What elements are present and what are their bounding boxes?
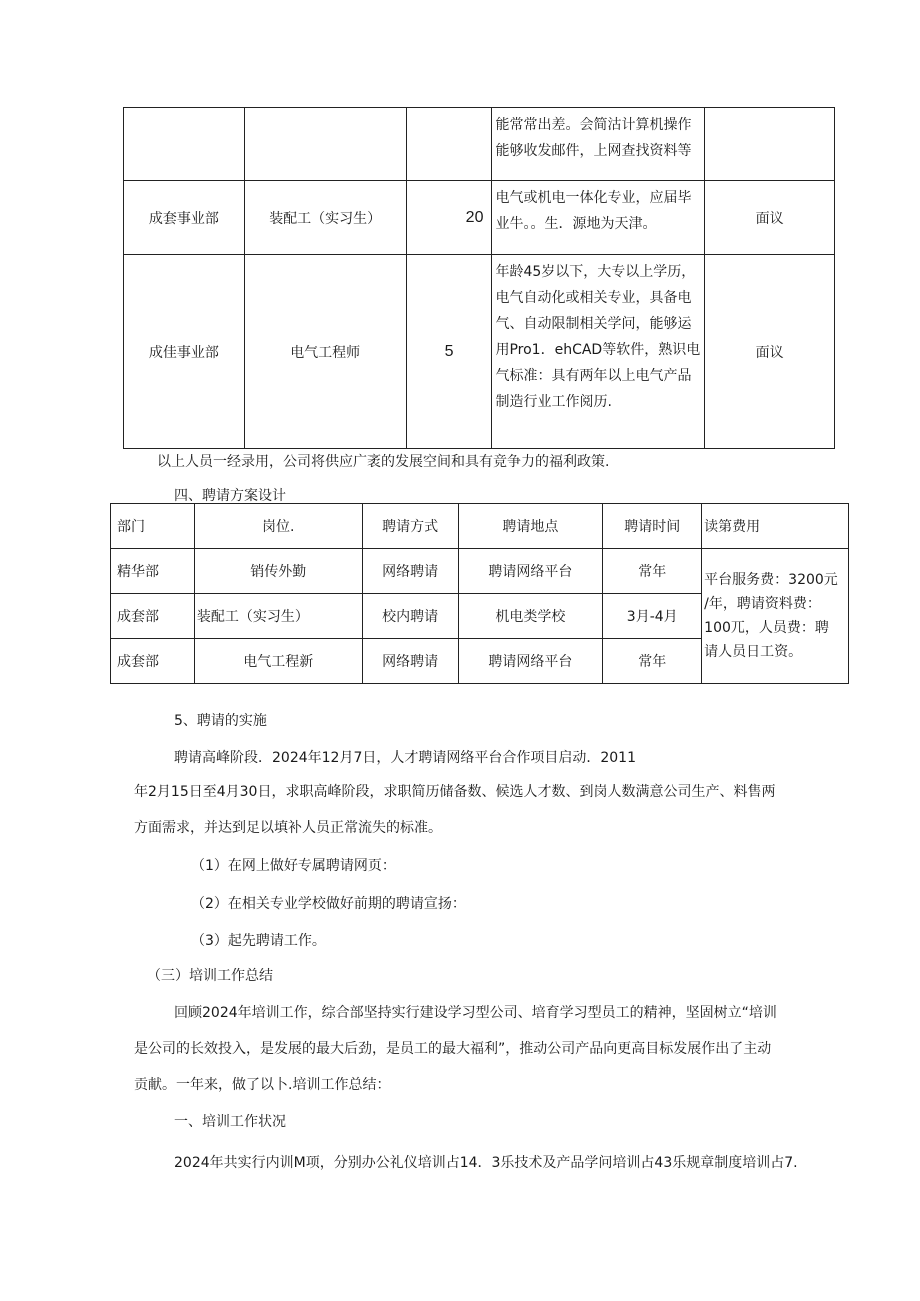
requirements-cell (492, 181, 705, 255)
list-item: （1）在网上做好专属聘请网页： (191, 858, 396, 874)
body-text: 贡献。一年来，做了以卜.培训工作总结： (134, 1077, 391, 1093)
time-cell: 常年 (603, 549, 702, 594)
requirements-cell (492, 255, 705, 449)
header-dept: 部门 (111, 504, 195, 549)
position-cell: 装配工（实习生） (194, 594, 362, 639)
list-item: （3）起先聘请工作。 (191, 933, 326, 949)
recruitment-requirements-table (123, 107, 835, 449)
method-cell: 网络聘请 (362, 549, 458, 594)
fee-line: 请人员日工资。 (704, 644, 803, 660)
header-position: 岗位. (194, 504, 362, 549)
time-cell: 常年 (603, 639, 702, 684)
body-text: 是公司的长效投入，是发展的最大后劲，是员工的最大福利”，推动公司产品向更高目标发展作出了主动 (134, 1041, 772, 1057)
header-method: 聘请方式 (362, 504, 458, 549)
table1-note: 以上人员一经录用，公司将供应广袤的发展空间和具有竞争力的福利政策. (157, 454, 610, 470)
requirement-line: 气、自动限制相关学问，能够运 (495, 316, 692, 332)
place-cell: 聘请网络平台 (458, 639, 603, 684)
requirement-line: 电气自动化或相关专业，具备电 (495, 290, 692, 306)
table-row (124, 255, 835, 449)
fee-cell (702, 549, 849, 684)
requirement-line: 能常常出差。会简沽计算机操作 (495, 117, 692, 133)
body-text: 2024年共实行内训M项，分别办公礼仪培训占14．3乐技术及产品学问培训占43乐规章制度培训占7. (174, 1155, 798, 1171)
header-place: 聘请地点 (458, 504, 603, 549)
body-text: 回顾2024年培训工作，综合部坚持实行建设学习型公司、培育学习型员工的精神，坚固树立“培训 (174, 1005, 777, 1021)
requirement-line: 年龄45岁以下，大专以上学历， (495, 264, 696, 280)
requirement-line: 气标准：具有两年以上电气产品 (495, 368, 692, 384)
requirement-line: 能够收发邮件，上网查找资料等 (495, 143, 692, 159)
dept-cell: 成套部 (111, 639, 195, 684)
dept-cell: 成佳事业部 (124, 255, 245, 449)
position-cell: 装配工（实习生） (244, 181, 406, 255)
place-cell: 机电类学校 (458, 594, 603, 639)
dept-cell: 成套事业部 (124, 181, 245, 255)
requirement-line: 用Pro1．ehCAD等软件，熟识电 (495, 342, 701, 358)
position-cell: 电气工程新 (194, 639, 362, 684)
body-text: 聘请高峰阶段．2024年12月7日，人才聘请网络平台合作项目启动．2011 (174, 750, 636, 766)
dept-cell: 成套部 (111, 594, 195, 639)
position-cell: 电气工程师 (244, 255, 406, 449)
dept-cell: 精华部 (111, 549, 195, 594)
body-text: 年2月15日至4月30日，求职高峰阶段，求职简历储备数、候选人才数、到岗人数满意公司生产、料售两 (134, 784, 776, 800)
table-row (124, 181, 835, 255)
fee-line: 平台服务费：3200元 (704, 572, 838, 588)
requirement-line: 电气或机电一体化专业，应届毕 (495, 190, 692, 206)
time-cell: 3月-4月 (603, 594, 702, 639)
method-cell: 网络聘请 (362, 639, 458, 684)
fee-line: /年，聘请资料费： (704, 596, 821, 612)
requirements-cell (492, 108, 705, 181)
section5-title: 5、聘请的实施 (174, 713, 267, 729)
salary-cell: 面议 (705, 181, 835, 255)
table-row (124, 108, 835, 181)
requirement-line: 业牛。。生．源地为天津。 (495, 216, 657, 232)
table-header-row (111, 504, 849, 549)
header-time: 聘请时间 (603, 504, 702, 549)
section3-title: （三）培训工作总结 (147, 968, 273, 984)
list-item: （2）在相关专业学校做好前期的聘请宣扬： (191, 896, 466, 912)
subsection-title: 一、培训工作状况 (174, 1114, 286, 1130)
count-cell: 20 (406, 181, 492, 255)
fee-line: 100兀，人员费：聘 (704, 620, 829, 636)
place-cell: 聘请网络平台 (458, 549, 603, 594)
method-cell: 校内聘请 (362, 594, 458, 639)
salary-cell (705, 108, 835, 181)
body-text: 方面需求，并达到足以填补人员正常流失的标准。 (134, 820, 442, 836)
position-cell: 销传外勤 (194, 549, 362, 594)
salary-cell: 面议 (705, 255, 835, 449)
count-cell: 5 (406, 255, 492, 449)
dept-cell (124, 108, 245, 181)
recruitment-plan-table (110, 503, 849, 684)
position-cell (244, 108, 406, 181)
count-cell (406, 108, 492, 181)
requirement-line: 制造行业工作阅历. (495, 394, 612, 410)
header-fee: 读第费用 (702, 504, 849, 549)
table-row (111, 549, 849, 594)
section4-title: 四、聘请方案设计 (174, 488, 286, 504)
